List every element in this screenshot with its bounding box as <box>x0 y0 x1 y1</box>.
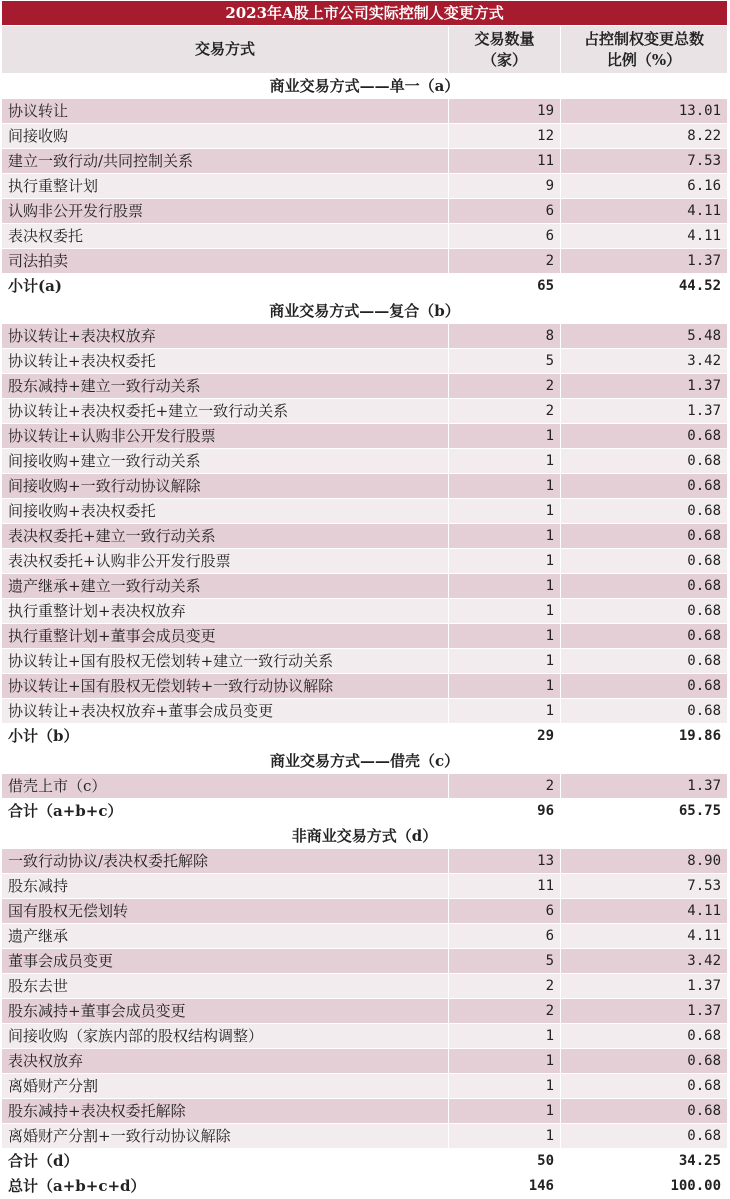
header-method-label: 交易方式 <box>194 40 255 58</box>
row-percent: 0.68 <box>561 1124 728 1149</box>
row-label: 协议转让+表决权放弃+董事会成员变更 <box>2 699 449 724</box>
row-percent: 1.37 <box>561 374 728 399</box>
row-percent: 5.48 <box>561 324 728 349</box>
row-count: 1 <box>449 1099 561 1124</box>
row-percent: 13.01 <box>561 99 728 124</box>
row-label: 建立一致行动/共同控制关系 <box>2 149 449 174</box>
row-count: 1 <box>449 474 561 499</box>
row-count: 1 <box>449 449 561 474</box>
row-count: 1 <box>449 499 561 524</box>
row-percent: 0.68 <box>561 1074 728 1099</box>
control-change-table <box>1 0 728 1199</box>
table-title: 2023年A股上市公司实际控制人变更方式 <box>2 1 728 26</box>
table-row <box>2 874 728 899</box>
table-row <box>2 899 728 924</box>
section-header-row <box>2 824 728 849</box>
row-percent: 0.68 <box>561 574 728 599</box>
table-row <box>2 249 728 274</box>
row-percent: 0.68 <box>561 449 728 474</box>
row-label: 股东减持+建立一致行动关系 <box>2 374 449 399</box>
table-row <box>2 424 728 449</box>
header-count-line1: 交易数量 <box>474 29 535 48</box>
row-percent: 0.68 <box>561 699 728 724</box>
table-row <box>2 974 728 999</box>
row-percent: 7.53 <box>561 149 728 174</box>
row-percent: 0.68 <box>561 549 728 574</box>
table-row <box>2 849 728 874</box>
row-count: 6 <box>449 899 561 924</box>
row-label: 小计（b） <box>2 724 449 749</box>
table-row <box>2 399 728 424</box>
header-ratio-line1: 占控制权变更总数 <box>584 29 705 48</box>
table-row <box>2 1099 728 1124</box>
row-label: 表决权放弃 <box>2 1049 449 1074</box>
subtotal-row <box>2 1174 728 1199</box>
table-row <box>2 674 728 699</box>
table-row <box>2 474 728 499</box>
row-percent: 1.37 <box>561 774 728 799</box>
row-percent: 3.42 <box>561 949 728 974</box>
row-count: 1 <box>449 1124 561 1149</box>
row-label: 国有股权无偿划转 <box>2 899 449 924</box>
row-label: 协议转让+表决权放弃 <box>2 324 449 349</box>
table-row <box>2 924 728 949</box>
header-ratio <box>561 26 728 74</box>
subtotal-row <box>2 799 728 824</box>
table-row <box>2 449 728 474</box>
row-label: 遗产继承 <box>2 924 449 949</box>
table-row <box>2 1124 728 1149</box>
row-count: 1 <box>449 549 561 574</box>
row-count: 1 <box>449 424 561 449</box>
row-percent: 0.68 <box>561 1049 728 1074</box>
section-title: 商业交易方式——复合（b） <box>2 299 728 324</box>
row-count: 1 <box>449 524 561 549</box>
row-count: 2 <box>449 774 561 799</box>
row-percent: 4.11 <box>561 899 728 924</box>
row-label: 间接收购 <box>2 124 449 149</box>
row-percent: 100.00 <box>561 1174 728 1199</box>
row-label: 间接收购（家族内部的股权结构调整） <box>2 1024 449 1049</box>
row-percent: 0.68 <box>561 524 728 549</box>
row-count: 1 <box>449 649 561 674</box>
row-count: 1 <box>449 1024 561 1049</box>
table-row <box>2 549 728 574</box>
subtotal-row <box>2 274 728 299</box>
row-count: 1 <box>449 624 561 649</box>
row-label: 董事会成员变更 <box>2 949 449 974</box>
row-count: 12 <box>449 124 561 149</box>
row-percent: 4.11 <box>561 224 728 249</box>
row-percent: 0.68 <box>561 1099 728 1124</box>
table-row <box>2 499 728 524</box>
row-label: 合计（d） <box>2 1149 449 1174</box>
row-label: 协议转让+表决权委托 <box>2 349 449 374</box>
row-count: 146 <box>449 1174 561 1199</box>
section-title: 商业交易方式——单一（a） <box>2 74 728 99</box>
row-percent: 0.68 <box>561 1024 728 1049</box>
row-label: 表决权委托 <box>2 224 449 249</box>
table-row <box>2 599 728 624</box>
row-percent: 0.68 <box>561 674 728 699</box>
row-percent: 8.90 <box>561 849 728 874</box>
table-row <box>2 649 728 674</box>
row-percent: 0.68 <box>561 499 728 524</box>
row-count: 1 <box>449 1049 561 1074</box>
table-row <box>2 774 728 799</box>
table-row <box>2 149 728 174</box>
table-row <box>2 124 728 149</box>
row-percent: 34.25 <box>561 1149 728 1174</box>
table-row <box>2 1074 728 1099</box>
row-label: 离婚财产分割+一致行动协议解除 <box>2 1124 449 1149</box>
row-count: 2 <box>449 974 561 999</box>
table-row <box>2 624 728 649</box>
row-label: 股东减持 <box>2 874 449 899</box>
row-label: 协议转让+国有股权无偿划转+建立一致行动关系 <box>2 649 449 674</box>
row-label: 股东减持+表决权委托解除 <box>2 1099 449 1124</box>
row-count: 2 <box>449 249 561 274</box>
row-count: 19 <box>449 99 561 124</box>
header-row <box>2 26 728 74</box>
table-row <box>2 1024 728 1049</box>
row-count: 1 <box>449 599 561 624</box>
row-label: 协议转让+表决权委托+建立一致行动关系 <box>2 399 449 424</box>
row-percent: 1.37 <box>561 399 728 424</box>
row-count: 2 <box>449 399 561 424</box>
table-row <box>2 374 728 399</box>
row-count: 1 <box>449 1074 561 1099</box>
row-label: 借壳上市（c） <box>2 774 449 799</box>
row-label: 股东去世 <box>2 974 449 999</box>
row-count: 1 <box>449 574 561 599</box>
row-label: 间接收购+一致行动协议解除 <box>2 474 449 499</box>
table-row <box>2 1049 728 1074</box>
table-row <box>2 99 728 124</box>
row-percent: 1.37 <box>561 999 728 1024</box>
row-percent: 4.11 <box>561 924 728 949</box>
table-row <box>2 699 728 724</box>
row-percent: 8.22 <box>561 124 728 149</box>
row-count: 11 <box>449 874 561 899</box>
row-label: 执行重整计划+董事会成员变更 <box>2 624 449 649</box>
row-count: 1 <box>449 699 561 724</box>
row-label: 间接收购+表决权委托 <box>2 499 449 524</box>
subtotal-row <box>2 1149 728 1174</box>
row-percent: 4.11 <box>561 199 728 224</box>
row-percent: 1.37 <box>561 974 728 999</box>
table-row <box>2 949 728 974</box>
row-label: 离婚财产分割 <box>2 1074 449 1099</box>
row-label: 股东减持+董事会成员变更 <box>2 999 449 1024</box>
table-row <box>2 999 728 1024</box>
row-label: 表决权委托+认购非公开发行股票 <box>2 549 449 574</box>
row-label: 小计(a) <box>2 274 449 299</box>
table-row <box>2 524 728 549</box>
row-percent: 65.75 <box>561 799 728 824</box>
row-count: 13 <box>449 849 561 874</box>
table-row <box>2 324 728 349</box>
row-label: 认购非公开发行股票 <box>2 199 449 224</box>
row-label: 执行重整计划+表决权放弃 <box>2 599 449 624</box>
table-row <box>2 199 728 224</box>
header-count <box>449 26 561 74</box>
row-percent: 1.37 <box>561 249 728 274</box>
row-count: 8 <box>449 324 561 349</box>
row-label: 一致行动协议/表决权委托解除 <box>2 849 449 874</box>
row-count: 1 <box>449 674 561 699</box>
row-percent: 19.86 <box>561 724 728 749</box>
row-count: 6 <box>449 224 561 249</box>
table-row <box>2 349 728 374</box>
row-count: 50 <box>449 1149 561 1174</box>
row-percent: 0.68 <box>561 474 728 499</box>
table-row <box>2 174 728 199</box>
row-percent: 0.68 <box>561 599 728 624</box>
row-label: 表决权委托+建立一致行动关系 <box>2 524 449 549</box>
section-title: 商业交易方式——借壳（c） <box>2 749 728 774</box>
section-title: 非商业交易方式（d） <box>2 824 728 849</box>
table-body <box>2 74 728 1199</box>
row-count: 11 <box>449 149 561 174</box>
row-label: 协议转让+认购非公开发行股票 <box>2 424 449 449</box>
row-label: 协议转让+国有股权无偿划转+一致行动协议解除 <box>2 674 449 699</box>
row-count: 9 <box>449 174 561 199</box>
row-label: 间接收购+建立一致行动关系 <box>2 449 449 474</box>
row-count: 96 <box>449 799 561 824</box>
section-header-row <box>2 299 728 324</box>
row-count: 29 <box>449 724 561 749</box>
header-count-line2: （家） <box>481 50 527 69</box>
header-ratio-line2: 比例（%） <box>606 50 682 69</box>
table-row <box>2 574 728 599</box>
table-row <box>2 224 728 249</box>
row-percent: 0.68 <box>561 624 728 649</box>
row-percent: 44.52 <box>561 274 728 299</box>
row-label: 司法拍卖 <box>2 249 449 274</box>
section-header-row <box>2 74 728 99</box>
row-label: 执行重整计划 <box>2 174 449 199</box>
row-count: 5 <box>449 349 561 374</box>
row-count: 6 <box>449 924 561 949</box>
row-label: 总计（a+b+c+d） <box>2 1174 449 1199</box>
row-percent: 3.42 <box>561 349 728 374</box>
row-percent: 0.68 <box>561 424 728 449</box>
row-label: 遗产继承+建立一致行动关系 <box>2 574 449 599</box>
row-count: 2 <box>449 374 561 399</box>
row-percent: 0.68 <box>561 649 728 674</box>
row-count: 6 <box>449 199 561 224</box>
row-label: 协议转让 <box>2 99 449 124</box>
subtotal-row <box>2 724 728 749</box>
header-method <box>2 26 449 74</box>
row-count: 5 <box>449 949 561 974</box>
section-header-row <box>2 749 728 774</box>
row-count: 65 <box>449 274 561 299</box>
row-percent: 7.53 <box>561 874 728 899</box>
row-label: 合计（a+b+c） <box>2 799 449 824</box>
row-percent: 6.16 <box>561 174 728 199</box>
row-count: 2 <box>449 999 561 1024</box>
